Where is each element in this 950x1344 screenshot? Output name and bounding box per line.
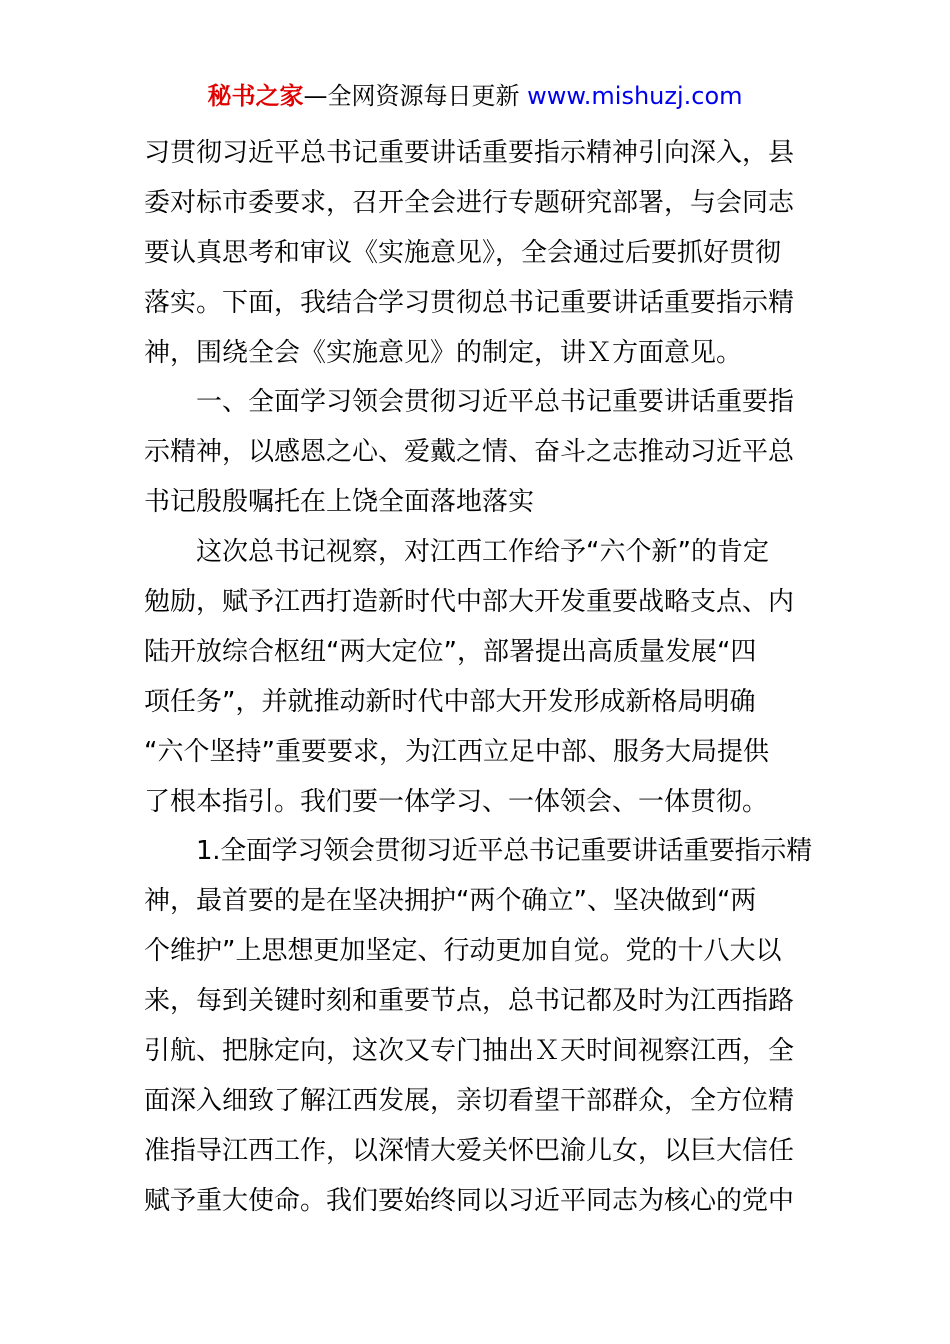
text-line: 一、全面学习领会贯彻习近平总书记重要讲话重要指 <box>196 387 795 418</box>
text-line: 准指导江西工作，以深情大爱关怀巴渝儿女，以巨大信任 <box>144 1135 795 1166</box>
text-line: 1.全面学习领会贯彻习近平总书记重要讲话重要指示精 <box>196 836 812 867</box>
text-line: 习贯彻习近平总书记重要讲话重要指示精神引向深入，县 <box>144 138 795 168</box>
site-tagline: —全网资源每日更新 <box>303 82 520 110</box>
text-line: 项任务”，并就推动新时代中部大开发形成新格局明确 <box>144 686 756 717</box>
text-line: 示精神，以感恩之心、爱戴之情、奋斗之志推动习近平总 <box>144 437 795 468</box>
text-line: 引航、把脉定向，这次又专门抽出Ｘ天时间视察江西，全 <box>144 1036 795 1067</box>
text-line: 落实。下面，我结合学习贯彻总书记重要讲话重要指示精 <box>144 287 795 318</box>
text-line: 赋予重大使命。我们要始终同以习近平同志为核心的党中 <box>144 1185 795 1216</box>
text-line: 勉励，赋予江西打造新时代中部大开发重要战略支点、内 <box>144 587 795 618</box>
text-line: 面深入细致了解江西发展，亲切看望干部群众，全方位精 <box>144 1085 795 1116</box>
text-line: 书记殷殷嘱托在上饶全面落地落实 <box>144 487 535 518</box>
text-line: 个维护”上思想更加坚定、行动更加自觉。党的十八大以 <box>144 936 782 967</box>
site-header <box>0 80 950 112</box>
text-line: 陆开放综合枢纽“两大定位”，部署提出高质量发展“四 <box>144 636 757 667</box>
text-line: 要认真思考和审议《实施意见》，全会通过后要抓好贯彻 <box>144 237 782 268</box>
text-line: 神，最首要的是在坚决拥护“两个确立”、坚决做到“两 <box>144 886 757 917</box>
text-line: 神，围绕全会《实施意见》的制定，讲Ｘ方面意见。 <box>144 337 743 368</box>
text-line: 这次总书记视察，对江西工作给予“六个新”的肯定 <box>196 537 769 568</box>
text-line: “六个坚持”重要要求，为江西立足中部、服务大局提供 <box>144 736 769 767</box>
document-body <box>144 129 812 1227</box>
site-url-link[interactable]: www.mishuzj.com <box>527 82 743 110</box>
site-brand: 秘书之家 <box>207 82 304 110</box>
text-line: 来，每到关键时刻和重要节点，总书记都及时为江西指路 <box>144 986 795 1017</box>
text-line: 委对标市委要求，召开全会进行专题研究部署，与会同志 <box>144 187 795 218</box>
text-line: 了根本指引。我们要一体学习、一体领会、一体贯彻。 <box>144 786 769 817</box>
